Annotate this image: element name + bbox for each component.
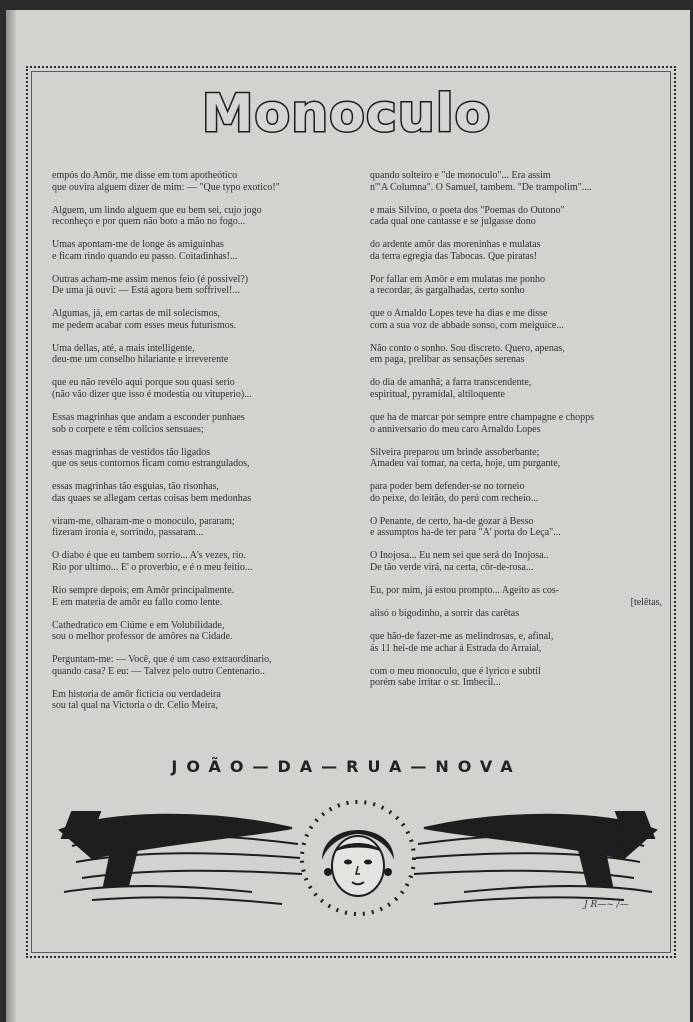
poem-line: empós do Amôr, me disse em tom apotheótico	[52, 170, 238, 181]
poem-line: O diabo é que eu tambem sorrio... A's vezes, rio.	[52, 550, 246, 562]
poem-line: porém sabe irritar o sr. Imbecil...	[370, 677, 501, 689]
stanza	[370, 550, 662, 573]
poem-line: sob o corpete e têm collcios sensuaes;	[52, 423, 204, 435]
stanza	[52, 343, 352, 366]
left-wing-icon	[60, 812, 302, 904]
poem-line: essas magrinhas de vestidos tão ligados	[52, 446, 211, 458]
stanza	[370, 308, 662, 331]
poem-line: com o meu monoculo, que é lyrico e subtil	[370, 665, 541, 677]
page-spine-shadow	[6, 10, 16, 1022]
page-title: Monoculo	[201, 84, 492, 144]
poem-column-left	[52, 170, 352, 723]
poem-line: fizeram ironia e, sorrindo, passaram...	[52, 527, 204, 539]
poem-line: Não conto o sonho. Sou discreto. Quero, apenas,	[370, 342, 565, 354]
poem-line: Outras acham-me assim menos feio (é possivel?)	[52, 273, 249, 285]
poem-line: cada qual one cantasse e se julgasse dono	[370, 216, 536, 228]
poem-line: da terra egregia das Tabocas. Que piratas!	[370, 250, 538, 262]
stanza	[370, 274, 662, 297]
stanza	[52, 654, 352, 677]
poem-line: [telêtas,	[630, 596, 662, 608]
poem-line: espiritual, pyramidal, altiloquente	[370, 389, 505, 401]
poem-line: De tão verde virá, na certa, côr-de-rosa...	[370, 561, 534, 573]
poem-line: que ha de marcar por sempre entre champagne e chopps	[370, 412, 595, 424]
stanza	[370, 585, 662, 620]
woman-face-icon	[322, 830, 394, 896]
stanza	[370, 516, 662, 539]
poem-line: que os seus contornos ficam como estrangulados,	[52, 458, 250, 470]
poem-line: ás 11 hei-de me achar á Estrada do Arraial,	[370, 642, 542, 654]
poem-line: sou o melhor professor de amôres na Cidade.	[52, 631, 233, 643]
author-signature: JOÃO—DA—RUA—NOVA	[171, 757, 522, 776]
poem-line: Perguntam-me: — Você, que é um caso extraordinario,	[52, 654, 272, 666]
stanza	[52, 205, 352, 228]
stanza	[52, 481, 352, 504]
poem-line: das quaes se allegam certas coisas bem medonhas	[52, 492, 252, 504]
poem-line: para poder bem defender-se no torneio	[370, 481, 525, 493]
stanza	[370, 343, 662, 366]
poem-line: Por fallar em Amôr e em mulatas me ponho	[370, 273, 545, 285]
poem-line: viram-me, olharam-me o monoculo, pararam;	[52, 515, 235, 527]
stanza	[52, 308, 352, 331]
poem-line: Rio por ultimo... E' o proverbio, e é o meu feitio...	[52, 561, 253, 573]
poem-line: Uma dellas, até, a mais intelligente,	[52, 342, 195, 354]
stanza	[370, 239, 662, 262]
poem-line: O Inojosa... Eu nem sei que será do Inojosa..	[370, 550, 549, 562]
stanza	[52, 274, 352, 297]
poem-line: O Penante, de certo, ha-de gozar á Besso	[370, 515, 534, 527]
poem-line: do ardente amôr das moreninhas e mulatas	[370, 239, 541, 251]
stanza	[370, 447, 662, 470]
poem-line: deu-me um conselho hilariante e irreverente	[52, 354, 229, 366]
poem-line: do peixe, do leitão, do perú com recheio...	[370, 492, 539, 504]
stanza	[52, 412, 352, 435]
poem-line: reconheço e por quem não boto a mão no fogo...	[52, 216, 246, 228]
poem-line: que eu não revélo aqui porque sou quasi serio	[52, 377, 235, 389]
stanza	[370, 481, 662, 504]
poem-line: De uma já ouvi: — Está agora bem soffrivel!...	[52, 285, 240, 297]
stanza	[52, 550, 352, 573]
poem-line: que o Arnaldo Lopes teve ha dias e me disse	[370, 308, 548, 320]
poem-line: Umas apontam-me de longe ás amiguinhas	[52, 239, 224, 251]
poem-line: em paga, prelibar as sensações serenas	[370, 354, 525, 366]
poem-line: Cathedratico em Ciúme e em Volubilidade,	[52, 619, 225, 631]
poem-line: Algumas, já, em cartas de mil solecismos,	[52, 308, 221, 320]
stanza	[370, 412, 662, 435]
poem-line: que ouvira alguem dizer de mim: — "Que typo exotico!"	[52, 181, 280, 193]
stanza	[370, 666, 662, 689]
stanza	[52, 377, 352, 400]
poem-column-right	[370, 170, 662, 700]
art-deco-face-winged-ornament-icon	[52, 800, 664, 920]
stanza	[370, 377, 662, 400]
poem-line: Alguem, um lindo alguem que eu bem sei, cujo jogo	[52, 204, 262, 216]
right-wing-icon	[414, 812, 656, 904]
poem-line: Em historia de amôr ficticia ou verdadeira	[52, 688, 221, 700]
poem-line: com a sua voz de abbade sonso, com meiguice...	[370, 319, 564, 331]
poem-line: e mais Silvino, o poeta dos "Poemas do Outono"	[370, 204, 565, 216]
poem-line: quando casa? E eu: — Talvez pelo outro Centenario..	[52, 665, 265, 677]
poem-line: n'"A Columna". O Samuel, tambem. "De trampolim"....	[370, 181, 592, 193]
poem-line: essas magrinhas tão esguias, tão risonhas,	[52, 481, 219, 493]
poem-line: Silveira preparou um brinde assoberbante;	[370, 446, 540, 458]
stanza	[52, 585, 352, 608]
poem-line: Rio sempre depois; em Amôr principalmente.	[52, 584, 235, 596]
poem-line: do dia de amanhã; a farra transcendente,	[370, 377, 532, 389]
poem-line: que hão-de fazer-me as melindrosas, e, afinal,	[370, 631, 554, 643]
poem-line: E em materia de amôr eu fallo como lente.	[52, 596, 223, 608]
poem-line: Essas magrinhas que andam a esconder punhaes	[52, 412, 245, 424]
poem-line: a recordar, ás gargalhadas, certo sonho	[370, 285, 525, 297]
poem-line: (não vão dizer que isso é modestia ou vituperio)...	[52, 389, 252, 401]
poem-line: o anniversario do meu caro Arnaldo Lopes	[370, 423, 541, 435]
stanza	[370, 205, 662, 228]
stanza	[52, 239, 352, 262]
poem-line: me pedem acabar com esses meus futurismos.	[52, 319, 237, 331]
poem-line: alisó o bigodinho, a sorrir das carêtas	[370, 608, 520, 620]
poem-line: e assumptos ha-de ter para "A' porta do Leça"...	[370, 527, 561, 539]
stanza	[52, 516, 352, 539]
poem-line: sou tal qual na Victoria o dr. Celio Meira,	[52, 700, 218, 712]
poem-line: Eu, por mim, já estou prompto... Ageito as cos-	[370, 584, 560, 596]
artist-monogram: J R—~ /—	[584, 900, 629, 910]
stanza	[52, 170, 352, 193]
stanza	[52, 447, 352, 470]
poem-line: e ficam rindo quando eu passo. Coitadinhas!...	[52, 250, 238, 262]
poem-line: Amadeu vai tomar, na certa, hoje, um purgante,	[370, 458, 561, 470]
stanza	[52, 689, 352, 712]
stanza	[370, 631, 662, 654]
poem-line: quando solteiro e "de monoculo"... Era assim	[370, 170, 551, 181]
stanza	[370, 170, 662, 193]
stanza	[52, 620, 352, 643]
